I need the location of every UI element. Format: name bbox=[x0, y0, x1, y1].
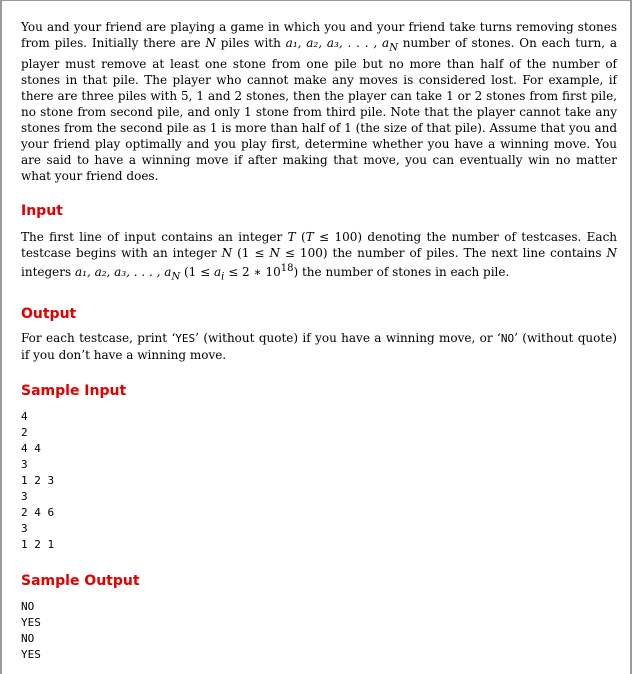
math-sequence: a₁, a₂, a₃, . . . , a bbox=[285, 36, 390, 50]
input-text: ) the number of stones in each pile. bbox=[293, 265, 510, 280]
statement-text: You and your friend are playing a game in which you and your friend take turns removing stones from piles. Initially there are bbox=[21, 20, 617, 50]
math-var: N bbox=[221, 246, 233, 261]
sample-input-section bbox=[21, 382, 617, 553]
output-text: For each testcase, print ‘ bbox=[21, 330, 176, 345]
code-literal: YES bbox=[175, 331, 196, 345]
input-text: integers bbox=[21, 265, 75, 280]
input-text: ≤ 100) the number of piles. The next line contains bbox=[279, 246, 607, 261]
input-text: ≤ 100) denoting the number of testcases. Each testcase begins with an integer bbox=[21, 230, 618, 261]
sample-input-heading: Sample Input bbox=[21, 382, 127, 399]
statement-text: number of stones. On each turn, a player must remove at least one stone from one pile but no more than half of the number of stones in that pile. The player who cannot make any moves is considered lost. For example, if there are three piles with 5, 1 and 2 stones, then the player can take 1 or 2 stones from first pile, no stone from second pile, and only 1 stone from third pile. Note that the player cannot take any stones from the second pile as 1 is more than half of 1 (the size of that pile). Assume that you and your friend play optimally and you play first, determine whether you have a winning move. You are said to have a winning move if after making that move, you can eventually win no matter what your friend does. bbox=[21, 36, 618, 184]
output-heading: Output bbox=[21, 305, 77, 322]
problem-content bbox=[21, 19, 617, 663]
sample-output-block: NO YES NO YES bbox=[21, 599, 41, 661]
math-exponent: 18 bbox=[280, 263, 294, 275]
math-var: T bbox=[305, 230, 314, 245]
math-subscript: N bbox=[389, 42, 398, 54]
output-text: ’ (without quote) if you don’t have a winning move. bbox=[21, 330, 617, 362]
input-description bbox=[21, 229, 617, 285]
sample-input-block: 4 2 4 4 3 1 2 3 3 2 4 6 3 1 2 1 bbox=[21, 409, 55, 551]
input-text: ≤ 2 ∗ 10 bbox=[224, 265, 281, 280]
math-var: N bbox=[205, 36, 216, 50]
input-section bbox=[21, 202, 617, 285]
output-section bbox=[21, 305, 617, 363]
math-sequence: a₁, a₂, a₃, . . . , a bbox=[74, 265, 172, 280]
output-description bbox=[21, 330, 617, 363]
math-var: N bbox=[269, 246, 280, 261]
math-subscript: i bbox=[221, 271, 225, 283]
input-text: (1 ≤ bbox=[180, 265, 215, 280]
math-var: N bbox=[606, 246, 617, 261]
sample-output-heading: Sample Output bbox=[21, 572, 140, 589]
input-text: The first line of input contains an integer bbox=[21, 230, 288, 245]
statement-text: piles with bbox=[215, 36, 286, 50]
sample-output-section bbox=[21, 572, 617, 663]
code-literal: NO bbox=[500, 331, 515, 345]
input-text: ( bbox=[295, 230, 306, 245]
problem-statement bbox=[21, 19, 617, 184]
math-var: a bbox=[214, 265, 222, 280]
output-text: ’ (without quote) if you have a winning move, or ‘ bbox=[195, 330, 501, 345]
math-subscript: N bbox=[171, 271, 181, 283]
input-text: (1 ≤ bbox=[232, 246, 270, 261]
math-var: T bbox=[287, 230, 296, 245]
input-heading: Input bbox=[21, 203, 63, 220]
